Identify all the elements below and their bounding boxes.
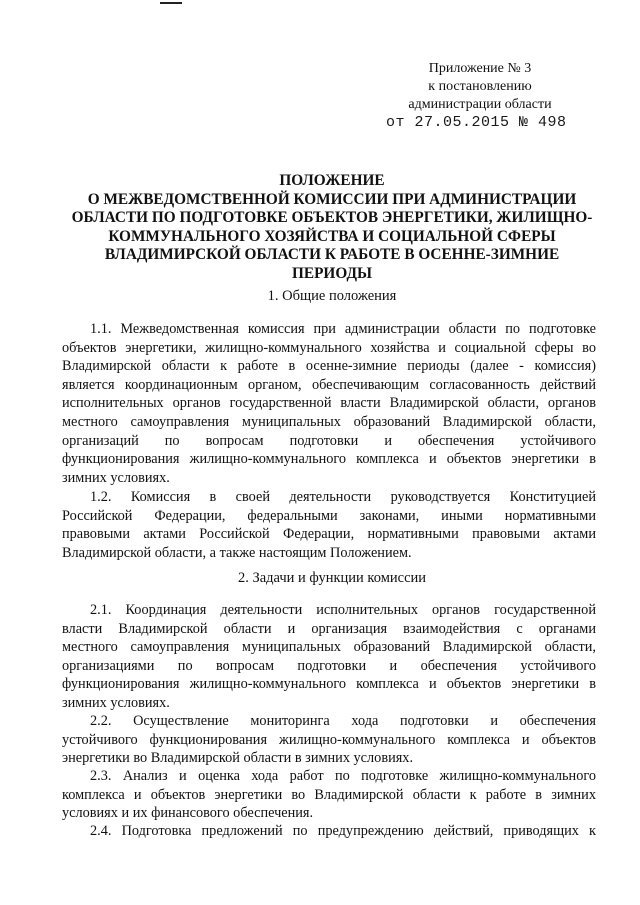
text-line: устойчивого функционирования жилищно-коммунального комплекса и объектов — [62, 731, 596, 748]
text-line: объектов энергетики, жилищно-коммунального хозяйства и социальной сферы во — [62, 339, 596, 356]
text-line: функционирования жилищно-коммунального комплекса и объектов энергетики в — [62, 676, 596, 693]
text-line: зимних условиях. — [62, 694, 170, 711]
text-line: является координационным органом, обеспечивающим согласованность действий — [62, 376, 596, 393]
text-line: местного самоуправления муниципальных образований Владимирской области, — [62, 639, 596, 656]
text-line: Владимирской области к работе в осенне-зимние периоды (далее - комиссия) — [62, 358, 596, 375]
date-number-stamp: от 27.05.2015 № 498 — [386, 114, 567, 131]
text-line: местного самоуправления муниципальных образований Владимирской области, — [62, 413, 596, 430]
paragraph-2-1 — [62, 601, 596, 713]
paragraph-2-4 — [62, 822, 596, 841]
text-line: правовыми актами Российской Федерации, нормативными правовыми актами — [62, 526, 596, 543]
scan-mark — [160, 2, 182, 4]
text-line: энергетики во Владимирской области в зимних условиях. — [62, 750, 414, 767]
title-line: КОММУНАЛЬНОГО ХОЗЯЙСТВА И СОЦИАЛЬНОЙ СФЕРЫ — [108, 227, 556, 245]
text-line: 2.2. Осуществление мониторинга хода подготовки и обеспечения — [90, 713, 596, 729]
attachment-block — [380, 60, 580, 114]
text-line: Владимирской области, а также настоящим Положением. — [62, 544, 412, 561]
text-line: 2.3. Анализ и оценка хода работ по подготовке жилищно-коммунального — [90, 768, 596, 784]
text-line: условиях и их финансового обеспечения. — [62, 805, 314, 822]
text-line: 1.2. Комиссия в своей деятельности руководствуется Конституцией — [90, 489, 596, 505]
paragraph-2-2 — [62, 712, 596, 768]
title-line: ВЛАДИМИРСКОЙ ОБЛАСТИ К РАБОТЕ В ОСЕННЕ-ЗИМНИЕ — [104, 246, 560, 263]
attachment-line: администрации области — [408, 97, 552, 112]
paragraph-2-3 — [62, 767, 596, 823]
section-heading-1: 1. Общие положения — [267, 288, 397, 304]
text-line: 1.1. Межведомственная комиссия при администрации области по подготовке — [90, 321, 596, 337]
text-line: зимних условиях. — [62, 469, 170, 486]
attachment-line: Приложение № 3 — [428, 61, 532, 76]
attachment-line: к постановлению — [428, 79, 532, 94]
title-line: ПОЛОЖЕНИЕ — [279, 172, 385, 189]
text-line: 2.1. Координация деятельности исполнительных органов государственной — [90, 602, 596, 618]
text-line: организаций по вопросам подготовки и обеспечения устойчивого — [62, 432, 596, 449]
text-line: Российской Федерации, федеральными законами, иными нормативными — [62, 507, 596, 524]
document-title — [48, 172, 616, 283]
paragraph-1-1 — [62, 320, 596, 487]
title-line: ПЕРИОДЫ — [291, 264, 373, 282]
title-line: О МЕЖВЕДОМСТВЕННОЙ КОМИССИИ ПРИ АДМИНИСТРАЦИИ — [87, 190, 577, 208]
text-line: 2.4. Подготовка предложений по предупреждению действий, приводящих к — [90, 823, 596, 839]
text-line: власти Владимирской области и организация взаимодействия с органами — [62, 620, 596, 637]
title-line: ОБЛАСТИ ПО ПОДГОТОВКЕ ОБЪЕКТОВ ЭНЕРГЕТИКИ, ЖИЛИЩНО- — [71, 209, 593, 226]
text-line: исполнительных органов государственной власти Владимирской области, органов — [62, 395, 596, 412]
section-heading-2: 2. Задачи и функции комиссии — [237, 570, 427, 586]
text-line: организациями по вопросам подготовки и обеспечения устойчивого — [62, 657, 596, 674]
text-line: функционирования жилищно-коммунального комплекса и объектов энергетики в — [62, 451, 596, 468]
paragraph-1-2 — [62, 488, 596, 562]
text-line: комплекса и объектов энергетики во Владимирской области к работе в зимних — [62, 786, 596, 803]
